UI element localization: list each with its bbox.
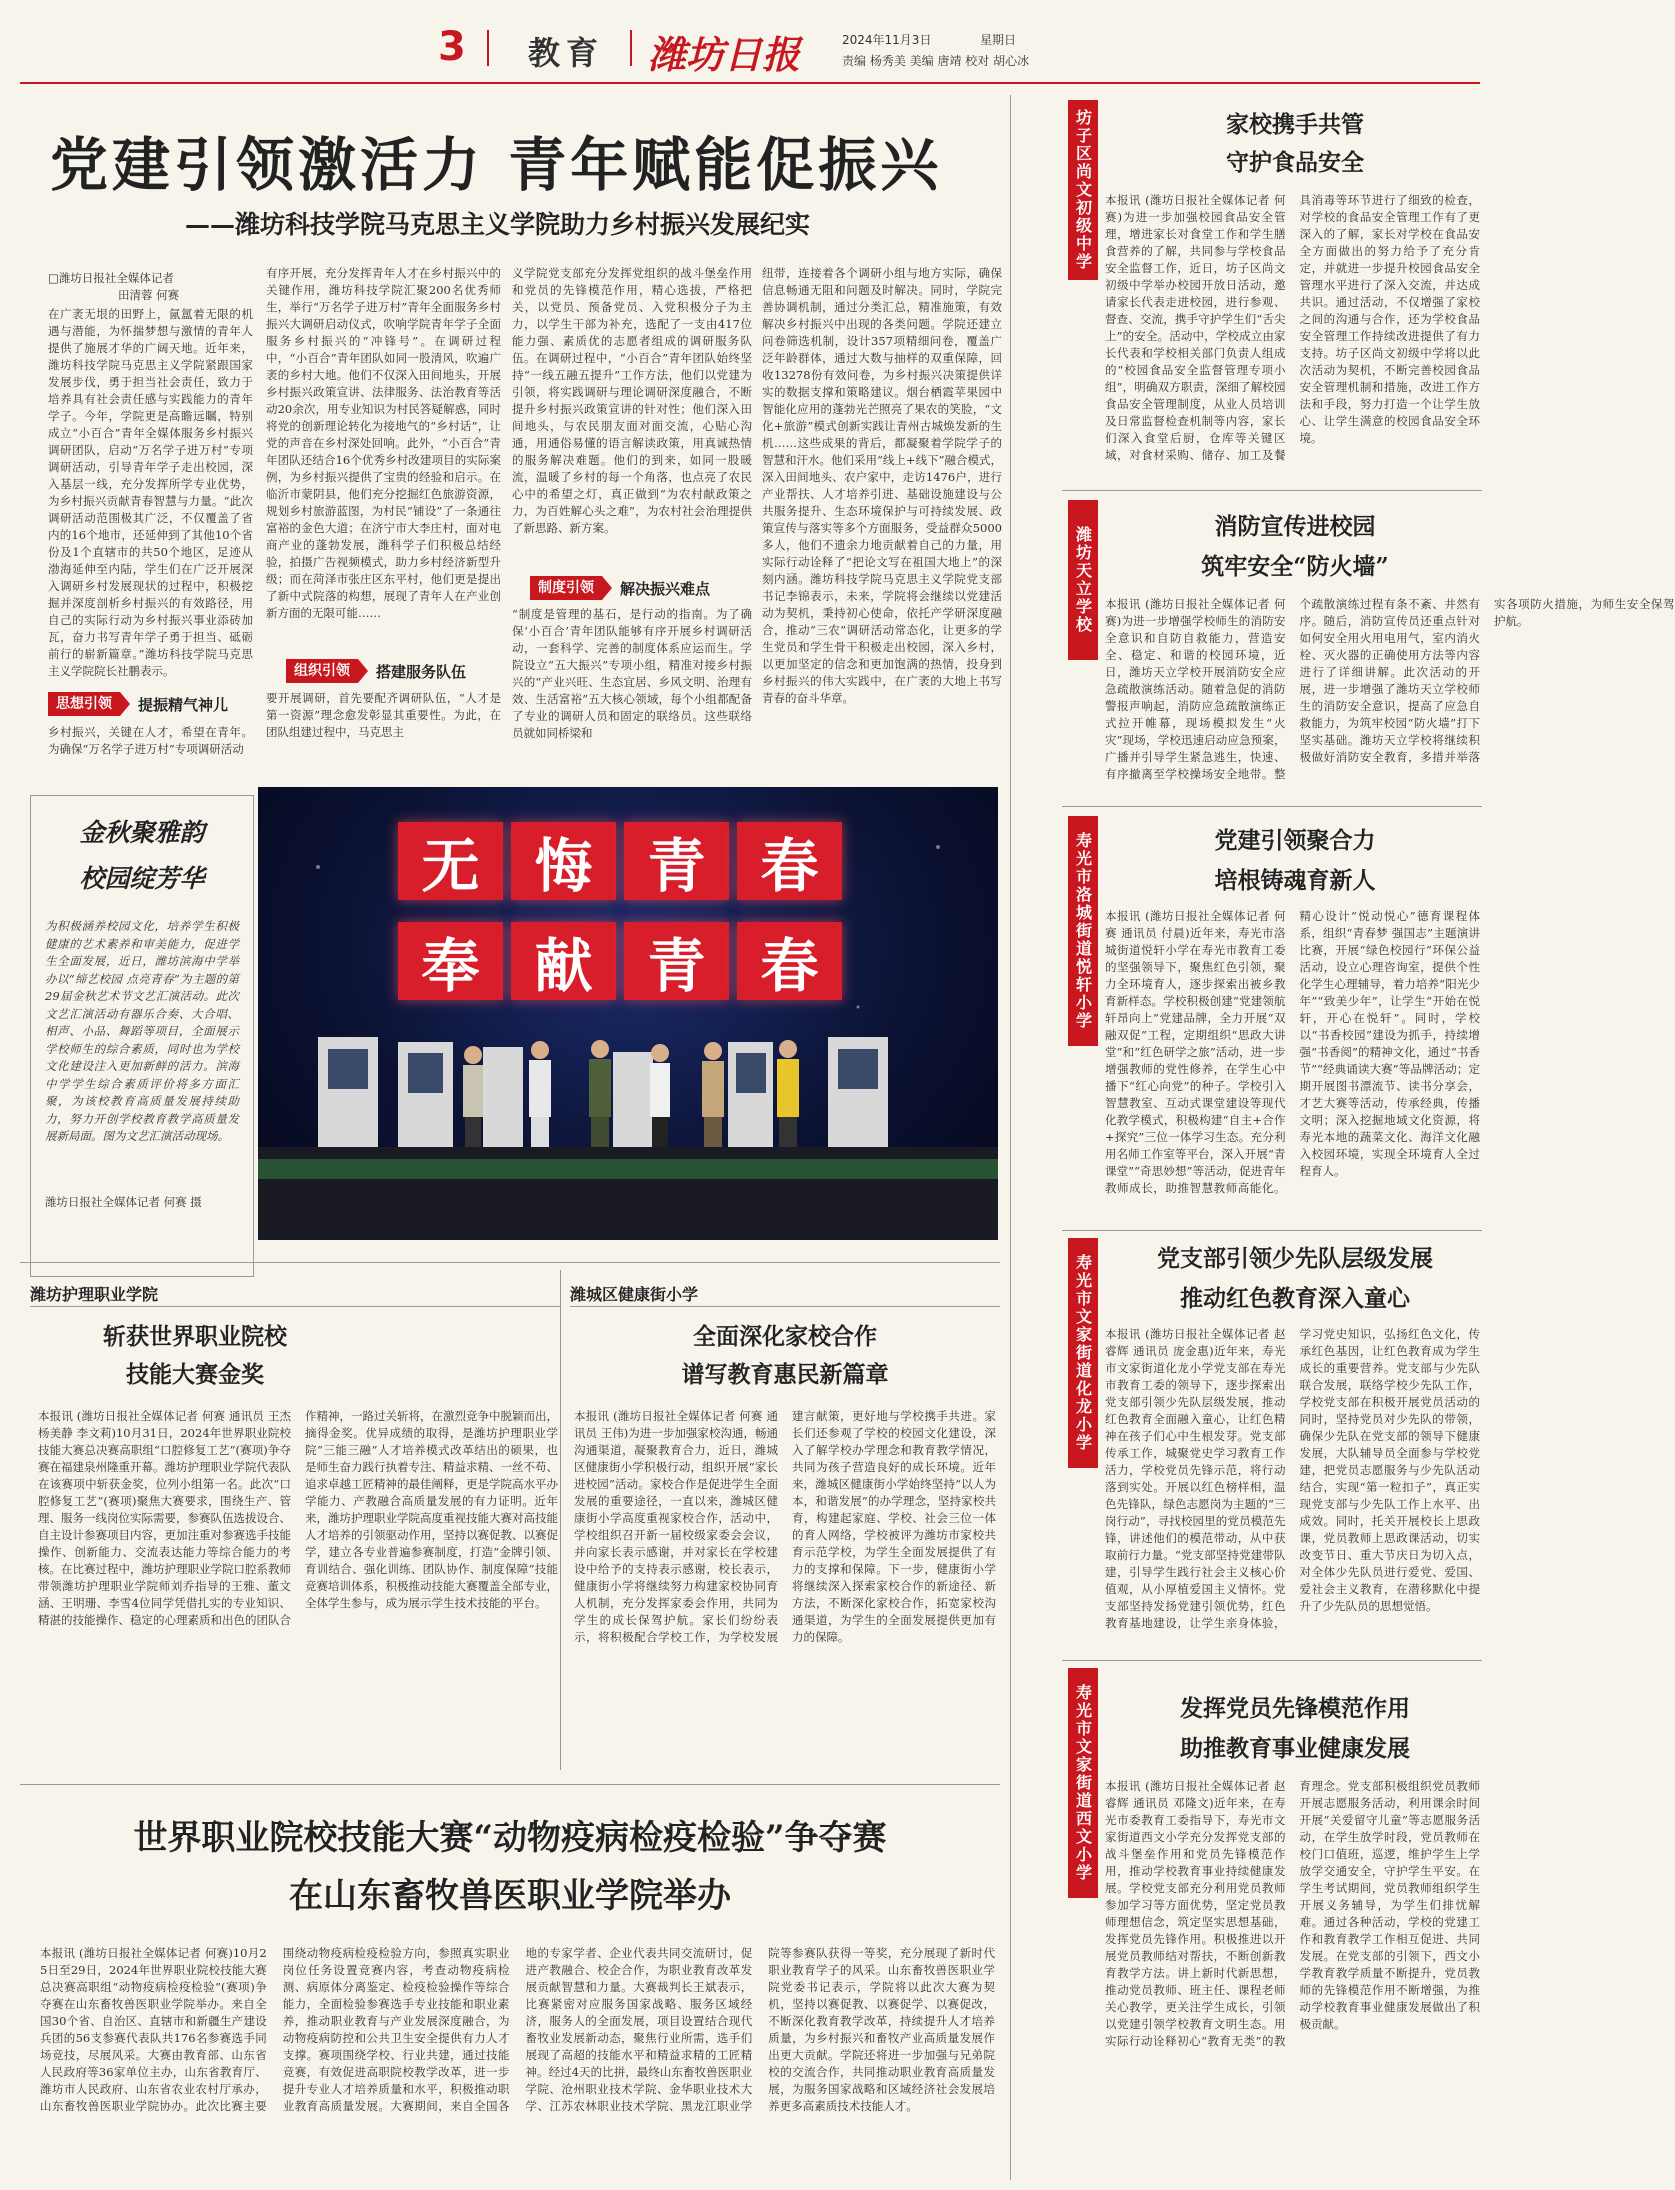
newspaper-logo: 潍坊日报: [648, 32, 801, 77]
banner-character-tile: 春: [737, 822, 842, 900]
brief-title-1: 金秋聚雅韵: [79, 818, 205, 847]
article-title-2: 谱写教育惠民新篇章: [681, 1361, 889, 1388]
right-article-4-body: 本报讯 (潍坊日报社全媒体记者 赵睿辉 通讯员 庞金惠)近年来，寿光市文家街道化龙小学党支部在寿光市教育工委的领导下，逐步探索出党支部引领少先队层级发展，推动红色教育全面融入童心，让红色精神在孩子们心中生根发芽。党支部传承工作，城聚党史学习教育工作活力，学校党员先锋示范，将行动落到实处。开展以红色榜样相，温色先锋队，绿色志愿岗为主题的“三岗行动”，寻找校园里的党员模范先锋，讲述他们的模范带动，从中获取前行力量。“党支部坚持党建带队建，引导学生践行社会主义核心价值观，从小厚植爱国主义情怀。党支部坚持发扬党建引领优势，红色教育基地建设，让学生亲身体验，学习党史知识，弘扬红色文化，传承红色基因，让红色教育成为学生成长的重要营养。党支部与少先队联合发展，联络学校少先队工作，学校党支部在积极开展党员活动的同时，坚持党员对少先队的带领，确保少先队在党支部的领导下健康发展，大队辅导员全面参与学校党建，把党员志愿服务与少先队活动结合，实现“第一粒扣子”，真正实现党支部与少先队工作上水平、出成效。同时，托关开展校长上思政课，党员教师上思政课活动，切实改变节日、重大节庆日为切入点，对全体少先队员进行爱党、爱国、爱社会主义教育，在潜移默化中提升了少先队员的思想觉悟。: [1105, 1327, 1480, 1630]
editor-credits: 责编 杨秀美 美编 唐靖 校对 胡心冰: [842, 54, 1030, 68]
right-article-4-title-2: 推动红色教育深入童心: [1180, 1285, 1410, 1312]
lead-column-4: 纽带，连接着各个调研小组与地方实际，确保信息畅通无阻和问题及时解决。同时，学院完善协调机制，通过分类汇总，精准施策，有效解决乡村振兴中出现的各类问题。学院还建立问卷筛选机制，设计357项精细问卷，覆盖广泛年龄群体，通过大数与抽样的双重保障，回收13278份有效问卷，为乡村振兴决策提供详实的数据支撑和策略建议。烟台栖霞苹果园中智能化应用的蓬勃光芒照亮了果农的笑脸，“文化+旅游”模式创新实践让青州古城焕发新的生机……这些成果的背后，都凝聚着学院学子的智慧和汗水。他们采用“线上+线下”融合模式，深入田间地头、农户家中，走访1476户，进行产业帮扶、人才培养引进、基础设施建设与公共服务提升、生态环境保护与可持续发展、政策宣传与落实等多个方面服务，受益群众5000多人，他们不遗余力地贡献着自己的力量，用实际行动诠释了“把论文写在祖国大地上”的深刻内涵。潍坊科技学院马克思主义学院党支部书记李锦表示，未来，学院将会继续以党建活动为契机，秉持初心使命，依托产学研深度融合，推动“三农”调研活动常态化，让更多的学生党员和学生骨干积极走出校园，深入乡村，以更加坚定的信念和更加饱满的热情，投身到乡村振兴的伟大实践中，在广袤的大地上书写青春的奋斗华章。: [762, 266, 1002, 705]
header-divider: [630, 30, 632, 66]
right-article-3-title-2: 培根铸魂育新人: [1214, 867, 1376, 894]
article-body: 本报讯 (潍坊日报社全媒体记者 何赛 通讯员 王伟)为进一步加强家校沟通，畅通沟通渠道，凝聚教育合力，近日，潍城区健康街小学积极行动，组织开展“家长进校园”活动。家校合作是促进学生全面发展的重要途径，一直以来，潍城区健康街小学高度重视家校合作，活动中，学校组织召开新一届校级家委会会议，并向家长表示感谢，并对家长在学校建设中给予的支持表示感谢，校长表示，健康街小学将继续努力构建家校协同育人机制，充分发挥家委会作用，共同为学生的成长保驾护航。家长们纷纷表示，将积极配合学校工作，为学校发展建言献策，更好地与学校携手共进。家长们还参观了学校的校园文化建设，深入了解学校办学理念和教育教学情况，共同为孩子营造良好的成长环境。近年来，潍城区健康街小学始终坚持“以人为本，和谐发展”的办学理念，坚持家校共育，构建起家庭、学校、社会三位一体的育人网络，学校被评为潍坊市家校共育示范学校，为学生全面发展提供了有力的支撑和保障。下一步，健康街小学将继续深入探索家校合作的新途径、新方法，不断深化家校合作，拓宽家校沟通渠道，为学生的全面发展提供更加有力的保障。: [574, 1409, 996, 1644]
tag-label: 制度引领: [530, 576, 602, 600]
banner-character-tile: 春: [737, 922, 842, 1000]
right-article-2-body: 本报讯 (潍坊日报社全媒体记者 何赛)为进一步增强学校师生的消防安全意识和自防自救能力，营造安全、稳定、和谐的校园环境，近日，潍坊天立学校开展消防安全应急疏散演练活动。随着急促的消防警报声响起，消防应急疏散演练正式拉开帷幕，现场模拟发生“火灾”现场，学校迅速启动应急预案，广播并引导学生紧急逃生，快速、有序撤离至学校操场安全地带。整个疏散演练过程有条不紊、井然有序。随后，消防宣传员还重点针对如何安全用火用电用气，室内消火栓、灭火器的正确使用方法等内容进行了详细讲解。此次活动的开展，进一步增强了潍坊天立学校师生的消防安全意识，提高了应急自救能力，为筑牢校园“防火墙”打下坚实基础。潍坊天立学校将继续积极做好消防安全教育，多措并举落实各项防火措施，为师生安全保驾护航。: [1105, 597, 1675, 781]
photo-banner-1: [398, 822, 842, 900]
tag-arrow-icon: [358, 659, 368, 683]
banner-tiles-1: [398, 822, 842, 900]
right-article-5-title-1: 发挥党员先锋模范作用: [1180, 1695, 1410, 1722]
lead-tag-3: [530, 576, 750, 600]
lead-column-1b: 乡村振兴，关键在人才，希望在青年。为确保“万名学子进万村”专项调研活动: [48, 725, 253, 756]
divider: [1062, 1660, 1482, 1661]
lead-column-3b: “制度是管理的基石，是行动的指南。为了确保‘小百合’青年团队能够有序开展乡村调研活动，一套科学、完善的制度体系应运而生。学院设立“五大振兴”专项小组，精准对接乡村振兴的“产业兴旺、生态宜居、乡风文明、治理有效、生活富裕”五大核心领域，每个小组都配备了专业的调研人员和固定的联络员。这些联络员就如同桥梁和: [512, 607, 752, 740]
bottom-headline-1: 世界职业院校技能大赛“动物疫病检疫检验”争夺赛: [133, 1818, 887, 1858]
article-title-1: 斩获世界职业院校: [103, 1323, 287, 1350]
column-divider: [1010, 95, 1011, 2180]
school-vertical-label: 坊子区尚文初级中学: [1068, 100, 1098, 280]
divider: [20, 1262, 1000, 1263]
lead-column-1: 在广袤无垠的田野上，氤氲着无限的机遇与潜能，为怀揣梦想与激情的青年人提供了施展才华的广阔天地。近年来，潍坊科技学院马克思主义学院紧跟国家发展步伐，勇于担当社会责任，致力于培养具有社会责任感与实践能力的青年学子。今年，学院更是高瞻远瞩，特别成立“小百合”青年全媒体服务乡村振兴调研团队，启动“万名学子进万村”专项调研活动，引导青年学子走出校园，深入基层一线，充分发挥所学专业优势，为乡村振兴贡献青春智慧与力量。“此次调研活动范围极其广泛，不仅覆盖了省内的16个地市，还延伸到了其他10个省份及1个直辖市的共50个地区，足迹从渤海延伸至内陆，学生们在广泛开展深入调研乡村发展现状的过程中，积极挖掘并深度剖析乡村振兴的有效路径，用自己的实际行动为乡村振兴事业添砖加瓦，奋力书写青年学子勇于担当、砥砺前行的崭新篇章。”潍坊科技学院马克思主义学院院长社鹏表示。: [48, 307, 253, 678]
lead-subheadline: ——潍坊科技学院马克思主义学院助力乡村振兴发展纪实: [185, 210, 811, 239]
article-jiankang-school: [570, 1270, 1000, 1778]
school-vertical-label: 寿光市文家街道化龙小学: [1068, 1238, 1098, 1468]
school-vertical-label: 潍坊天立学校: [1068, 500, 1098, 660]
right-article-4-title-1: 党支部引领少先队层级发展: [1157, 1245, 1433, 1272]
divider: [570, 1306, 1000, 1307]
banner-text-2: [0, 0, 4, 1]
banner-character-tile: 无: [398, 822, 503, 900]
photo-banner-2: [398, 922, 842, 1000]
tag-text: 提振精气神儿: [138, 695, 229, 714]
bottom-article-body: 本报讯 (潍坊日报社全媒体记者 何赛)10月25日至29日，2024年世界职业院校技能大赛总决赛高职组“动物疫病检疫检验”(赛项)争夺赛在山东畜牧兽医职业学院举办。来自全国30个省、自治区、直辖市和新疆生产建设兵团的56支参赛代表队共176名参赛选手同场竞技，尽展风采。大赛由教育部、山东省人民政府等36家单位主办，山东省教育厅、潍坊市人民政府、山东省农业农村厅承办，山东畜牧兽医职业学院协办。此次比赛主要围绕动物疫病检疫检验方向，参照真实职业岗位任务设置竞赛内容，考查动物疫病检测、病原体分离鉴定、检疫检验操作等综合能力，全面检验参赛选手专业技能和职业素养，推动职业教育与产业发展深度融合，为动物疫病防控和公共卫生安全提供有力人才支撑。赛项围绕学校、行业共建，通过技能竞赛，有效促进高职院校教学改革，进一步提升专业人才培养质量和水平，积极推动职业教育高质量发展。大赛期间，来自全国各地的专家学者、企业代表共同交流研讨，促进产教融合、校企合作，为职业教育改革发展贡献智慧和力量。大赛裁判长王斌表示，比赛紧密对应服务国家战略、服务区域经济，服务人的全面发展，项目设置结合现代畜牧业发展新动态，聚焦行业所需，选手们展现了高超的技能水平和精益求精的工匠精神。经过4天的比拼，最终山东畜牧兽医职业学院、沧州职业技术学院、金华职业技术大学、江苏农林职业技术学院、黑龙江职业学院等参赛队获得一等奖，充分展现了新时代职业教育学子的风采。山东畜牧兽医职业学院党委书记表示，学院将以此次大赛为契机，坚持以赛促教、以赛促学、以赛促改，不断深化教育教学改革，持续提升人才培养质量，为乡村振兴和畜牧产业高质量发展作出更大贡献。学院还将进一步加强与兄弟院校的交流合作，共同推动职业教育高质量发展，为服务国家战略和区域经济社会发展培养更多高素质技术技能人才。: [40, 1946, 995, 2113]
header-divider: [487, 30, 489, 66]
section-name: 教育: [528, 34, 605, 72]
right-article-2-title-1: 消防宣传进校园: [1214, 513, 1376, 540]
brief-text: 为积极涵养校园文化，培养学生积极健康的艺术素养和审美能力，促进学生全面发展，近日，潍坊滨海中学举办以“缔艺校园 点亮青春”为主题的第29届金秋艺术节文艺汇演活动。此次文艺汇演活动有器乐合奏、大合唱、相声、小品、舞蹈等项目，全面展示学校师生的综合素质，同时也为学校文化建设注入更加新鲜的活力。滨海中学学生综合素质评价将多方面汇聚，为该校教育高质量发展持续助力，努力开创学校教育教学高质量发展新局面。图为文艺汇演活动现场。: [45, 919, 239, 1143]
tag-arrow-icon: [120, 692, 130, 716]
bottom-headline-2: 在山东畜牧兽医职业学院举办: [289, 1876, 731, 1916]
lead-byline: [48, 270, 248, 304]
brief-title-2: 校园绽芳华: [79, 864, 205, 893]
divider: [30, 1306, 560, 1307]
school-vertical-label: 寿光市文家街道西文小学: [1068, 1668, 1098, 1898]
lead-headline: 党建引领激活力 青年赋能促振兴: [50, 131, 943, 199]
lead-column-2b: 要开展调研，首先要配齐调研队伍，“人才是第一资源”理念愈发彰显其重要性。为此，在团队组建过程中，马克思主: [266, 691, 501, 739]
tag-text: 搭建服务队伍: [376, 662, 467, 681]
banner-character-tile: 青: [624, 822, 729, 900]
right-article-3-title-1: 党建引领聚合力: [1214, 827, 1376, 854]
tag-label: 思想引领: [48, 692, 120, 716]
right-article-3-body: 本报讯 (潍坊日报社全媒体记者 何赛 通讯员 付晨)近年来，寿光市洛城街道悦轩小学在寿光市教育工委的坚强领导下，聚焦红色引领，聚力全环境育人，逐步探索出被乡教育新样态。学校积极创建“党建领航 轩昂向上”党建品牌，全力开展“双融双促”工程，定期组织“思政大讲堂”和“红色研学之旅”活动，进一步增强教师的党性修养，在学生心中播下“红心向党”的种子。学校引入智慧教室、互动式课堂建设等现代化教学模式，积极构建“自主+合作+探究”三位一体学习生态。充分利用名师工作室等平台，深入开展“青课堂”“奇思妙想”等活动，促进青年教师成长，助推智慧教师高能化。精心设计“悦动悦心”德育课程体系，组织“青春梦 强国志”主题演讲比赛，开展“绿色校园行”环保公益活动，设立心理咨询室，提供个性化学生心理辅导，着力培养“阳光少年”“致美少年”，让学生“开始在悦轩，开心在悦轩”。同时，学校以“书香校园”建设为抓手，持续增强“书香阅”的精神文化，通过“书香节”“经典诵读大赛”等品牌活动；定期开展图书漂流节、读书分享会，才艺大赛等活动，传承经典，传播文明；深入挖掘地域文化资源，将寿光本地的蔬菜文化、海洋文化融入校园环境，实现全环境育人全过程育人。: [1105, 909, 1480, 1195]
banner-character-tile: 献: [511, 922, 616, 1000]
issue-date: 2024年11月3日: [842, 33, 932, 47]
tag-label: 组织引领: [286, 659, 358, 683]
right-article-2-title-2: 筑牢安全“防火墙”: [1201, 553, 1389, 580]
divider: [20, 1784, 1000, 1785]
banner-character-tile: 悔: [511, 822, 616, 900]
byline-source: □潍坊日报社全媒体记者: [48, 271, 174, 285]
right-article-1-title-1: 家校携手共管: [1226, 111, 1364, 138]
lead-tag-1: [48, 692, 253, 716]
school-name: 潍城区健康街小学: [570, 1285, 699, 1304]
right-article-5-body: 本报讯 (潍坊日报社全媒体记者 赵睿辉 通讯员 邓隆文)近年来，在寿光市委教育工委指导下，寿光市文家街道西文小学充分发挥党支部的战斗堡垒作用和党员先锋模范作用，推动学校教育事业持续健康发展。学校党支部充分利用党员教师参加学习等方面优势，坚定党员教师理想信念，筑定坚实思想基础，发挥党员先锋作用。积极推进以开展党员教师结对帮扶，不断创新教育教学方法。讲上新时代新思想，推动党员教师、班主任、课程老师关心教学，更关注学生成长，引领以党建引领学校教育文明生态。用实际行动诠释初心“教育无类”的教育理念。党支部积极组织党员教师开展志愿服务活动，利用课余时间开展“关爱留守儿童”等志愿服务活动，在学生放学时段，党员教师在校门口值班，巡逻，维护学生上学放学交通安全，守护学生平安。在学生考试期间，党员教师组织学生开展义务辅导，为学生们排忧解难。通过各种活动，学校的党建工作和教育教学工作相互促进、共同发展。在党支部的引领下，西文小学教育教学质量不断提升，党员教师的先锋模范作用不断增强，为推动学校教育事业健康发展做出了积极贡献。: [1105, 1779, 1480, 2048]
lead-column-3: 义学院党支部充分发挥党组织的战斗堡垒作用和党员的先锋模范作用，精心选拔，严格把关，以党员、预备党员、入党积极分子为主力，以学生干部为补充，选配了一支由417位能力强、素质优的志愿者组成的调研服务队伍。在调研过程中，“小百合”青年团队始终坚持“一线五融五提升”工作方法，他们以党建为引领，将实践调研与理论调研深度融合，不断提升乡村振兴政策宣讲的针对性；他们深入田间地头，与农民朋友面对面交流，心贴心沟通，用通俗易懂的语言解读政策，用真诚热情的服务解决难题。他们的到来，如同一股暖流，温暖了乡村的每一个角落，也点亮了农民心中的希望之灯，真正做到“为农村献政策之力，为百姓解心头之难”，为农村社会治理提供了新思路、新方案。: [512, 266, 752, 535]
banner-tiles-2: [398, 922, 842, 1000]
article-nursing-college: [30, 1270, 560, 1778]
right-article-1-title-2: 守护食品安全: [1226, 149, 1364, 176]
divider: [560, 1270, 561, 1770]
lead-column-2: 有序开展，充分发挥青年人才在乡村振兴中的关键作用，潍坊科技学院汇聚200名优秀师生，举行“万名学子进万村”青年全面服务乡村振兴大调研启动仪式，吹响学院青年学子全面服务乡村振兴的“冲锋号”。在调研过程中，“小百合”青年团队如同一股清风，吹遍广袤的乡村大地。他们不仅深入田间地头，开展乡村振兴政策宣讲、法律服务、法治教育等活动20余次，用专业知识为村民答疑解惑，同时将党的创新理论转化为接地气的“乡村话”，让党的声音在乡村深处回响。此外，“小百合”青年团队还结合16个优秀乡村改建项目的实际案例，为乡村振兴提供了宝贵的经验和启示。在临沂市蒙阴县，他们充分挖掘红色旅游资源，规划乡村旅游蓝图，为村民“铺设”了一条通往富裕的金色大道；在济宁市大李庄村，面对电商产业的蓬勃发展，潍科学子们积极总结经验，拍摄广告视频模式，助力乡村经济新型升级；而在菏泽市张庄区东平村，他们更是提出了新中式院落的构想，展现了青年人在产业创新方面的无限可能……: [266, 266, 501, 620]
lead-tag-2: [286, 659, 501, 683]
banner-character-tile: 青: [624, 922, 729, 1000]
article-title-1: 全面深化家校合作: [693, 1323, 877, 1350]
school-vertical-label: 寿光市洛城街道悦轩小学: [1068, 816, 1098, 1046]
event-brief-box: [30, 795, 254, 1277]
article-body: 本报讯 (潍坊日报社全媒体记者 何赛 通讯员 王杰 杨美静 李文莉)10月31日，2024年世界职业院校技能大赛总决赛高职组“口腔修复工艺”(赛项)争夺赛在福建泉州隆重开幕。潍坊护理职业学院代表队在该赛项中斩获金奖，位列小组第一名。此次“口腔修复工艺”(赛项)聚焦大赛要求，围绕生产、管理、服务一线岗位实际需要，参赛队伍选拔设合、自主设计参赛项目内容，更加注重对参赛选手技能操作、创新能力、交流表达能力等综合能力的考核。在比赛过程中，潍坊护理职业学院口腔系教师带领潍坊护理职业学院师刘乔指导的王雅、董文涵、王明珊、李雪4位同学凭借扎实的专业知识、精湛的技能操作、稳定的心理素质和出色的团队合作精神，一路过关斩将，在激烈竞争中脱颖而出，摘得金奖。优异成绩的取得，是潍坊护理职业学院“三能三融”人才培养模式改革结出的硕果，也是师生奋力践行执着专注、精益求精、一丝不苟、追求卓越工匠精神的最佳阐释，更是学院高水平办学能力、产教融合高质量发展的有力证明。近年来，潍坊护理职业学院高度重视技能大赛对高技能人才培养的引领驱动作用，坚持以赛促教、以赛促学，建立各专业普遍参赛制度，打造“金牌引领、育训结合、强化训练、团队协作、制度保障”技能竞赛培训体系，积极推动技能大赛覆盖全部专业，全体学生参与，成为展示学生技术技能的平台。: [38, 1409, 558, 1627]
banner-character-tile: 奉: [398, 922, 503, 1000]
divider: [1062, 1230, 1482, 1231]
article-title-2: 技能大赛金奖: [126, 1361, 264, 1388]
divider: [1062, 806, 1482, 807]
school-name: 潍坊护理职业学院: [30, 1285, 159, 1304]
page-number: 3: [438, 24, 466, 70]
byline-authors: 田清蓉 何赛: [118, 288, 180, 302]
header-rule: [20, 82, 1480, 84]
right-article-1-body: 本报讯 (潍坊日报社全媒体记者 何赛)为进一步加强校园食品安全管理，增进家长对食堂工作和学生膳食营养的了解，共同参与学校食品安全监督工作，近日，坊子区尚文初级中学举办校园开放日活动，邀请家长代表走进校园，进行参观、督查、交流，携手守护学生们“舌尖上”的安全。活动中，学校成立由家长代表和学校相关部门负责人组成的“校园食品安全监督管理专项小组”，明确双方职责，深细了解校园食品安全管理制度，从业人员培训及日常监督检查机制等内容，家长们深入食堂后厨，仓库等关键区域，对食材采购、储存、加工及餐具消毒等环节进行了细致的检查，对学校的食品安全管理工作有了更深入的了解，家长对学校在食品安全方面做出的努力给予了充分肯定，并就进一步提升校园食品安全管理水平进行了深入交流，并达成共识。通过活动，不仅增强了家校之间的沟通与合作，还为学校食品安全管理工作持续改进提供了有力支持。坊子区尚文初级中学将以此次活动为契机，不断完善校园食品安全管理机制和措施，改进工作方法和手段，努力打造一个让学生放心、让学生满意的校园食品安全环境。: [1105, 193, 1480, 462]
photo-credit: 潍坊日报社全媒体记者 何赛 摄: [45, 1195, 202, 1209]
tag-arrow-icon: [602, 576, 612, 600]
right-article-5-title-2: 助推教育事业健康发展: [1180, 1735, 1410, 1762]
issue-weekday: 星期日: [980, 33, 1017, 47]
divider: [1062, 490, 1482, 491]
tag-text: 解决振兴难点: [620, 579, 711, 598]
